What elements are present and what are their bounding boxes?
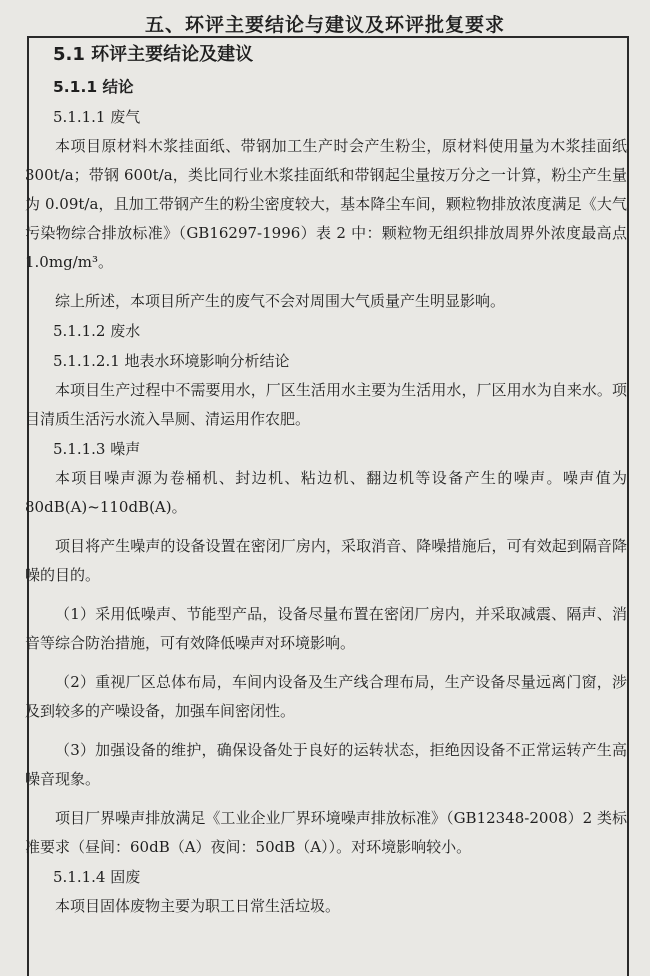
section-5-1-1-1-heading: 5.1.1.1 废气 xyxy=(53,108,141,126)
section-5-1-1-heading: 5.1.1 结论 xyxy=(53,78,134,96)
paragraph-waste-gas: 本项目原材料木浆挂面纸、带钢加工生产时会产生粉尘，原材料使用量为木浆挂面纸 300t/a；带钢 600t/a，类比同行业木浆挂面纸和带钢起尘量按万分之一计算，粉尘产生量为 0.09t/a，且加工带钢产生的粉尘密度较大，基本降尘车间，颗粒物排放浓度满足《大气污染物综合排放标准》（GB16297-1996）表 2 中：颗粒物无组织排放周界外浓度最高点 1.0mg/m³。 xyxy=(25,137,627,271)
paragraph-noise-standard: 项目厂界噪声排放满足《工业企业厂界环境噪声排放标准》（GB12348-2008）2 类标准要求（昼间：60dB（A）夜间：50dB（A））。对环境影响较小。 xyxy=(25,809,627,856)
paragraph-noise-item-2: （2）重视厂区总体布局，车间内设备及生产线合理布局，生产设备尽量远离门窗，涉及到较多的产噪设备，加强车间密闭性。 xyxy=(25,673,627,720)
paragraph-waste-gas-summary: 综上所述，本项目所产生的废气不会对周围大气质量产生明显影响。 xyxy=(55,292,506,310)
section-5-1-1-2-heading: 5.1.1.2 废水 xyxy=(53,322,141,340)
paragraph-noise-source: 本项目噪声源为卷桶机、封边机、粘边机、翻边机等设备产生的噪声。噪声值为 80dB(A)~110dB(A)。 xyxy=(25,469,627,516)
document-body xyxy=(25,36,627,921)
page-title: 五、环评主要结论与建议及环评批复要求 xyxy=(144,14,505,36)
paragraph-solid-waste: 本项目固体废物主要为职工日常生活垃圾。 xyxy=(55,897,341,915)
paragraph-waste-water: 本项目生产过程中不需要用水，厂区生活用水主要为生活用水，厂区用水为自来水。项目清质生活污水流入旱厕、清运用作农肥。 xyxy=(25,381,627,428)
paragraph-noise-item-3: （3）加强设备的维护，确保设备处于良好的运转状态，拒绝因设备不正常运转产生高噪音现象。 xyxy=(25,741,627,788)
section-5-1-heading: 5.1 环评主要结论及建议 xyxy=(53,44,254,65)
section-5-1-1-3-heading: 5.1.1.3 噪声 xyxy=(53,440,141,458)
section-5-1-1-4-heading: 5.1.1.4 固废 xyxy=(53,868,141,886)
paragraph-noise-item-1: （1）采用低噪声、节能型产品，设备尽量布置在密闭厂房内，并采取减震、隔声、消音等综合防治措施，可有效降低噪声对环境影响。 xyxy=(25,605,627,652)
section-5-1-1-2-1-heading: 5.1.1.2.1 地表水环境影响分析结论 xyxy=(53,352,290,370)
paragraph-noise-measures: 项目将产生噪声的设备设置在密闭厂房内，采取消音、降噪措施后，可有效起到隔音降噪的目的。 xyxy=(25,537,627,584)
